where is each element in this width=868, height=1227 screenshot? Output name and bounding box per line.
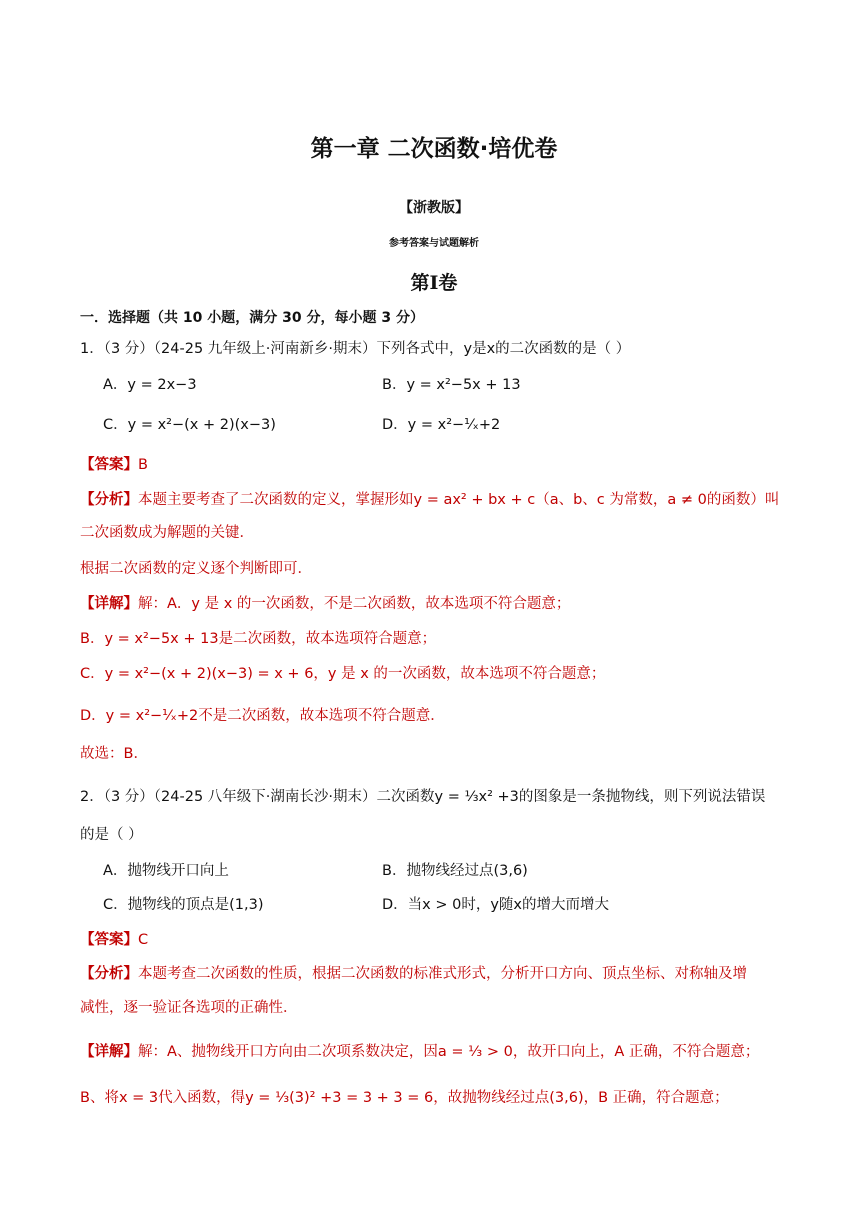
- q1-answer: [80, 453, 148, 474]
- q2-answer: [80, 928, 148, 949]
- q1-analysis-line-1: [80, 488, 779, 509]
- detail-tag: 【详解】: [80, 596, 138, 612]
- q2-detail-b: B、将x = 3代入函数，得y = ⅓(3)² +3 = 3 + 3 = 6，故抛物线经过点(3,6)，B 正确，符合题意；: [80, 1090, 729, 1106]
- document-subtitle: 参考答案与试题解析: [389, 238, 479, 249]
- q2-option-b: B．抛物线经过点(3,6): [382, 863, 528, 879]
- answer-value: C: [138, 932, 149, 948]
- q2-option-a: A．抛物线开口向上: [103, 863, 229, 879]
- detail-tag: 【详解】: [80, 1044, 138, 1060]
- answer-value: B: [138, 457, 148, 473]
- q1-analysis-line-3: 根据二次函数的定义逐个判断即可．: [80, 561, 312, 577]
- detail-text: 解：A、抛物线开口方向由二次项系数决定，因a = ⅓ > 0，故开口向上，A 正确，不符合题意；: [138, 1044, 760, 1060]
- q2-analysis-line-2: 减性，逐一验证各选项的正确性．: [80, 1000, 298, 1016]
- q1-stem: 1．（3 分）（24-25 九年级上·河南新乡·期末）下列各式中，y是x的二次函数的是（ ）: [80, 341, 631, 357]
- q1-detail-d: D．y = x²−¹⁄ₓ+2不是二次函数，故本选项不符合题意．: [80, 708, 445, 724]
- section-heading: 一．选择题（共 10 小题，满分 30 分，每小题 3 分）: [80, 310, 424, 326]
- document-title: 第一章 二次函数·培优卷: [310, 136, 558, 162]
- q1-detail-b: B．y = x²−5x + 13是二次函数，故本选项符合题意；: [80, 631, 437, 647]
- q1-detail-a: [80, 592, 570, 613]
- edition-label: 【浙教版】: [399, 200, 469, 216]
- q1-option-a: A．y = 2x−3: [103, 377, 197, 393]
- q2-stem-line-2: 的是（ ）: [80, 827, 143, 843]
- q1-detail-c: C．y = x²−(x + 2)(x−3) = x + 6，y 是 x 的一次函数，故本选项不符合题意；: [80, 666, 606, 682]
- q2-option-c: C．抛物线的顶点是(1,3): [103, 897, 264, 913]
- q1-analysis-line-2: 二次函数成为解题的关键．: [80, 525, 254, 541]
- q1-option-b: B．y = x²−5x + 13: [382, 377, 521, 393]
- volume-heading: 第Ⅰ卷: [410, 272, 458, 294]
- q2-option-d: D．当x > 0时，y随x的增大而增大: [382, 897, 610, 913]
- q2-stem-line-1: 2．（3 分）（24-25 八年级下·湖南长沙·期末）二次函数y = ⅓x² +3的图象是一条抛物线，则下列说法错误: [80, 789, 766, 805]
- analysis-tag: 【分析】: [80, 966, 138, 982]
- detail-text: 解：A．y 是 x 的一次函数，不是二次函数，故本选项不符合题意；: [138, 596, 571, 612]
- analysis-tag: 【分析】: [80, 492, 138, 508]
- q1-option-d: D．y = x²−¹⁄ₓ+2: [382, 417, 501, 433]
- q1-option-c: C．y = x²−(x + 2)(x−3): [103, 417, 276, 433]
- q2-detail-a: [80, 1040, 759, 1061]
- q1-choose: 故选：B．: [80, 746, 148, 762]
- analysis-text: 本题主要考查了二次函数的定义，掌握形如y = ax² + bx + c（a、b、c 为常数，a ≠ 0的函数）叫: [138, 492, 780, 508]
- analysis-text: 本题考查二次函数的性质，根据二次函数的标准式形式，分析开口方向、顶点坐标、对称轴及增: [138, 966, 747, 982]
- answer-tag: 【答案】: [80, 457, 138, 473]
- answer-tag: 【答案】: [80, 932, 138, 948]
- q2-analysis-line-1: [80, 962, 747, 983]
